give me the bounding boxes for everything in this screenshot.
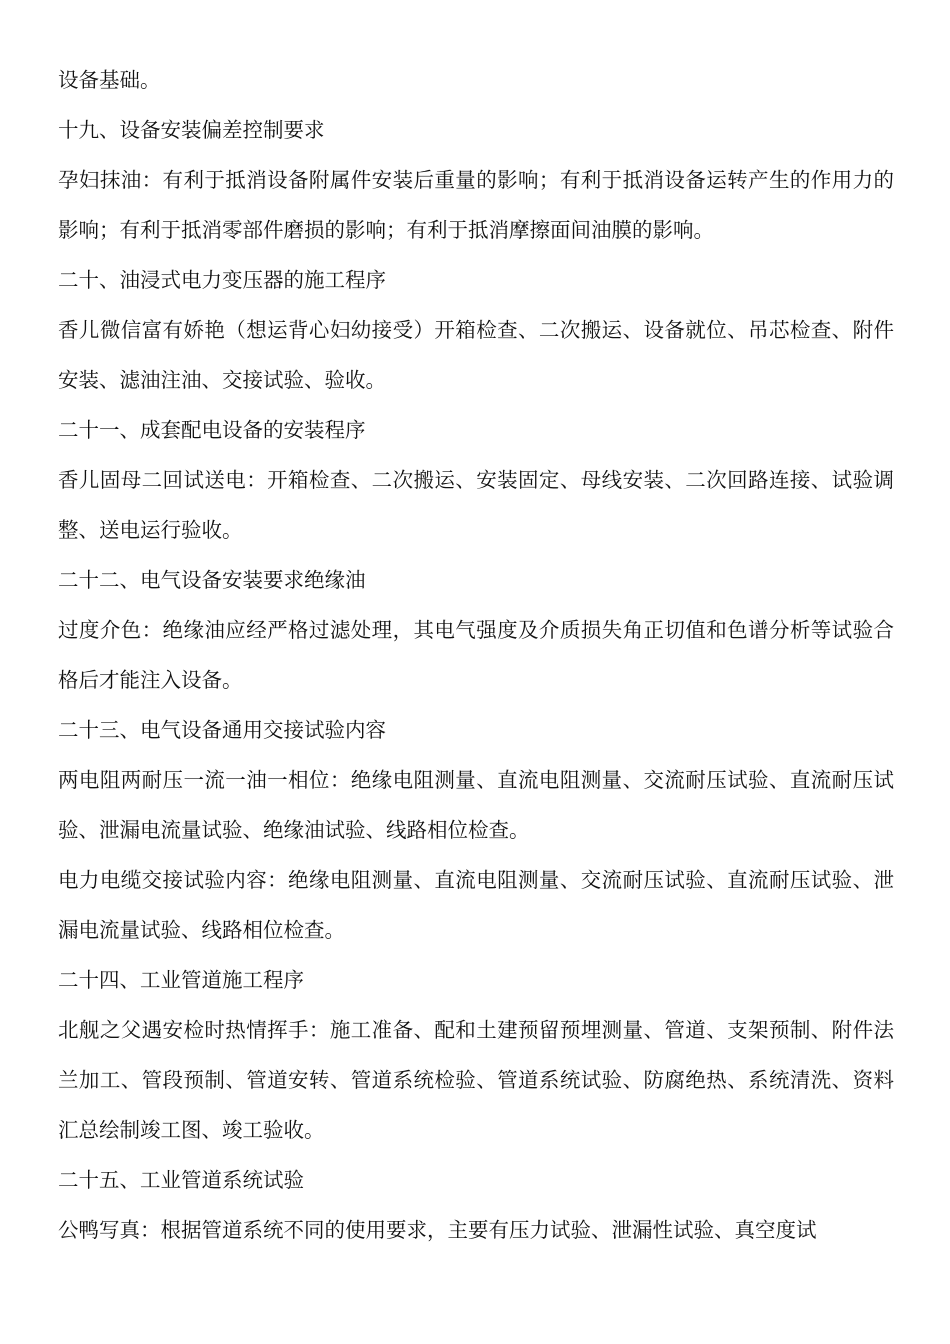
paragraph-cable-handover-tests: 电力电缆交接试验内容：绝缘电阻测量、直流电阻测量、交流耐压试验、直流耐压试验、泄漏电流量试验、线路相位检查。 <box>58 868 894 942</box>
paragraph-pipeline-tests: 公鸭写真：根据管道系统不同的使用要求，主要有压力试验、泄漏性试验、真空度试 <box>58 1218 817 1242</box>
paragraph-equipment-foundation: 设备基础。 <box>58 68 161 92</box>
paragraph-general-handover-tests: 两电阻两耐压一流一油一相位：绝缘电阻测量、直流电阻测量、交流耐压试验、直流耐压试验、泄漏电流量试验、绝缘油试验、线路相位检查。 <box>58 768 894 842</box>
paragraph-insulating-oil: 过度介色：绝缘油应经严格过滤处理，其电气强度及介质损失角正切值和色谱分析等试验合格后才能注入设备。 <box>58 618 894 692</box>
section-heading-25: 二十五、工业管道系统试验 <box>58 1168 304 1192</box>
section-heading-23: 二十三、电气设备通用交接试验内容 <box>58 718 386 742</box>
paragraph-pipeline-procedure: 北舰之父遇安检时热情挥手：施工准备、配和土建预留预埋测量、管道、支架预制、附件法兰加工、管段预制、管道安转、管道系统检验、管道系统试验、防腐绝热、系统清洗、资料汇总绘制竣工图、竣工验收。 <box>58 1018 894 1142</box>
section-heading-24: 二十四、工业管道施工程序 <box>58 968 304 992</box>
document-body <box>58 55 894 1255</box>
section-heading-20: 二十、油浸式电力变压器的施工程序 <box>58 268 386 292</box>
section-heading-19: 十九、设备安装偏差控制要求 <box>58 118 325 142</box>
paragraph-deviation-control: 孕妇抹油：有利于抵消设备附属件安装后重量的影响；有利于抵消设备运转产生的作用力的影响；有利于抵消零部件磨损的影响；有利于抵消摩擦面间油膜的影响。 <box>58 168 894 242</box>
section-heading-21: 二十一、成套配电设备的安装程序 <box>58 418 366 442</box>
section-heading-22: 二十二、电气设备安装要求绝缘油 <box>58 568 366 592</box>
paragraph-transformer-procedure: 香儿微信富有娇艳（想运背心妇幼接受）开箱检查、二次搬运、设备就位、吊芯检查、附件安装、滤油注油、交接试验、验收。 <box>58 318 894 392</box>
paragraph-switchgear-procedure: 香儿固母二回试送电：开箱检查、二次搬运、安装固定、母线安装、二次回路连接、试验调整、送电运行验收。 <box>58 468 894 542</box>
